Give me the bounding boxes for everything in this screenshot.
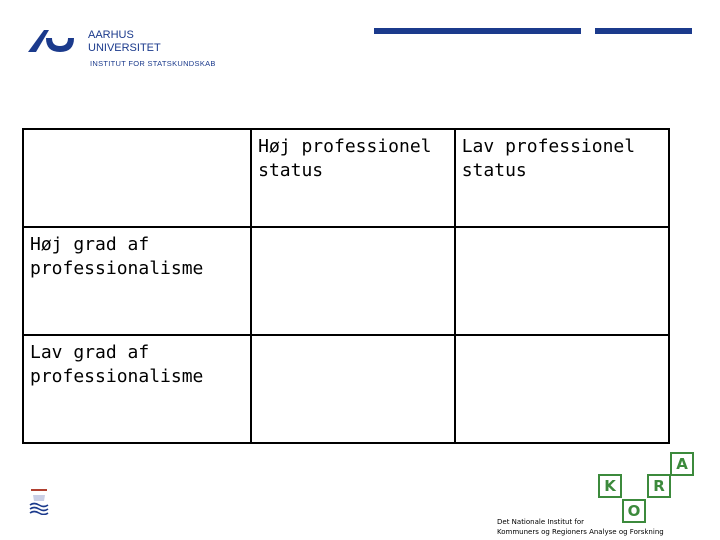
matrix-row-low-professionalism [23, 335, 669, 443]
matrix-cell [251, 227, 455, 335]
kora-caption-line1: Det Nationale Institut for [497, 518, 584, 526]
kora-letter-a: A [670, 452, 694, 476]
university-name-line1: AARHUS [88, 29, 134, 41]
kora-logo [595, 450, 695, 520]
university-name [88, 29, 161, 55]
matrix-cell [251, 335, 455, 443]
institute-name: INSTITUT FOR STATSKUNDSKAB [90, 59, 216, 68]
header-bar-long [374, 28, 581, 34]
column-header-low-status: Lav professionel status [455, 129, 669, 227]
professionalism-matrix [22, 128, 670, 444]
column-header-high-status: Høj professionel status [251, 129, 455, 227]
matrix-row-high-professionalism [23, 227, 669, 335]
kora-letter-o: O [622, 499, 646, 523]
row-header-high-professionalism: Høj grad af professionalisme [23, 227, 251, 335]
matrix-header-row [23, 129, 669, 227]
kora-letter-r: R [647, 474, 671, 498]
kora-letter-k: K [598, 474, 622, 498]
matrix-corner-cell [23, 129, 251, 227]
kora-caption [497, 517, 664, 537]
header-bar-short [595, 28, 692, 34]
aarhus-university-logo-icon [26, 26, 76, 54]
row-header-low-professionalism: Lav grad af professionalisme [23, 335, 251, 443]
university-name-line2: UNIVERSITET [88, 42, 161, 54]
matrix-cell [455, 227, 669, 335]
kora-caption-line2: Kommuners og Regioners Analyse og Forskning [497, 528, 664, 536]
university-seal-icon [28, 487, 50, 515]
matrix-cell [455, 335, 669, 443]
